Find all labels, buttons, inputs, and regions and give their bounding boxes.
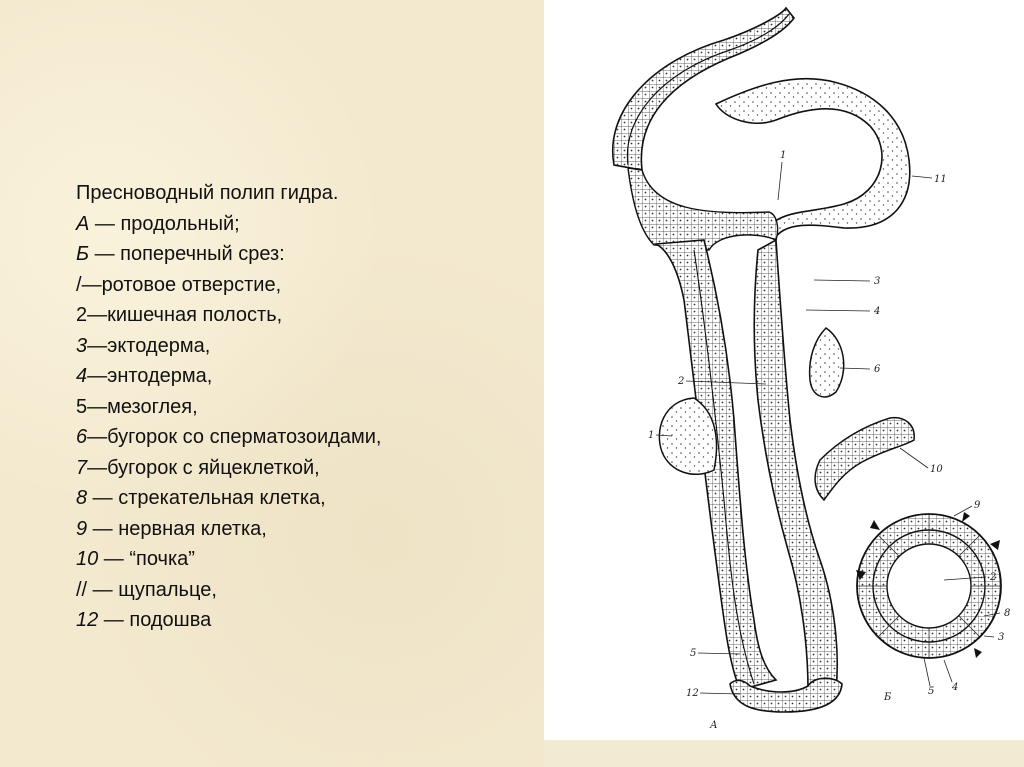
label-b-endoderm: 4 xyxy=(952,682,959,693)
hypostome xyxy=(628,168,778,250)
label-sole: 12 xyxy=(686,688,699,699)
label-egg-bulge: 1 xyxy=(648,430,655,441)
hydra-figure xyxy=(544,0,1024,740)
label-bud: 10 xyxy=(930,464,943,475)
testis-bulge xyxy=(810,328,844,397)
label-endoderm: 4 xyxy=(874,306,881,317)
caption-line-1: /—ротовое отверстие, xyxy=(76,273,282,296)
caption xyxy=(76,178,381,636)
label-testis: 6 xyxy=(874,364,881,375)
caption-line-2: 2—кишечная полость, xyxy=(76,304,283,326)
label-nematocyte: 8 xyxy=(1004,608,1011,619)
caption-line-8: 8 — стрекательная клетка, xyxy=(76,487,326,509)
label-cavity: 2 xyxy=(678,376,685,387)
section-label-a: А xyxy=(710,720,718,731)
label-b-ectoderm: 3 xyxy=(998,632,1005,643)
caption-line-10: 10 — “почка” xyxy=(76,548,195,570)
caption-line-11: // — щупальце, xyxy=(76,578,217,601)
bud xyxy=(815,418,914,500)
cross-section-cavity xyxy=(887,544,971,628)
label-mouth: 1 xyxy=(780,150,787,161)
caption-line-5: 5—мезоглея, xyxy=(76,395,198,418)
caption-line-12: 12 — подошва xyxy=(76,609,212,631)
caption-line-6: 6—бугорок со сперматозоидами, xyxy=(76,426,382,448)
label-tentacle: 11 xyxy=(934,174,947,185)
label-b-cavity: 2 xyxy=(990,572,997,583)
caption-line-9: 9 — нервная клетка, xyxy=(76,517,267,540)
hydra-drawing xyxy=(544,0,1024,740)
label-ectoderm: 3 xyxy=(874,276,881,287)
label-mesoglea: 5 xyxy=(690,648,697,659)
sole xyxy=(730,678,842,712)
section-label-b: Б xyxy=(884,692,892,703)
caption-line-3: 3—эктодерма, xyxy=(76,334,211,357)
caption-line-4: 4—энтодерма, xyxy=(76,365,213,387)
cross-section-b xyxy=(856,500,1010,703)
caption-line-b: Б — поперечный срез: xyxy=(76,243,285,265)
bottom-strip xyxy=(544,740,1024,767)
label-nerve-cell: 9 xyxy=(974,500,981,511)
label-b-mesoglea: 5 xyxy=(928,686,935,697)
caption-line-a: А — продольный; xyxy=(76,212,240,235)
caption-title: Пресноводный полип гидра. xyxy=(76,182,339,204)
caption-line-7: 7—бугорок с яйцеклеткой, xyxy=(76,456,320,479)
